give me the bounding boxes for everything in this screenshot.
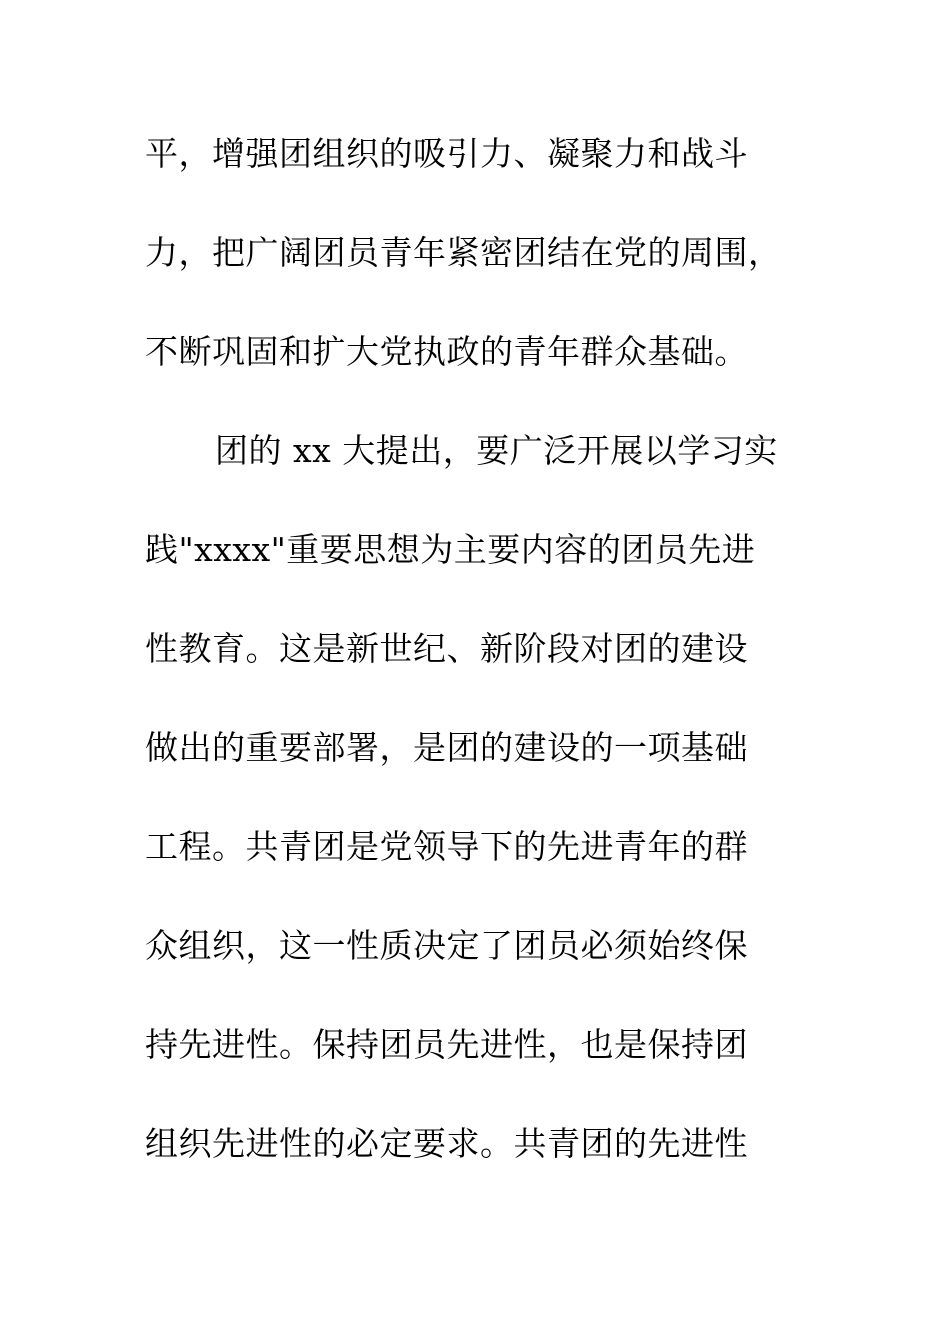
text-line: 众组织，这一性质决定了团员必须始终保: [145, 926, 748, 965]
text-line: 力，把广阔团员青年紧密团结在党的周围，: [145, 233, 782, 272]
text-line: 不断巩固和扩大党执政的青年群众基础。: [145, 332, 748, 371]
paragraph-start-line: 团的 xx 大提出，要广泛开展以学习实: [215, 431, 778, 470]
text-line: 平，增强团组织的吸引力、凝聚力和战斗: [145, 134, 748, 173]
text-line: 组织先进性的必定要求。共青团的先进性: [145, 1124, 748, 1163]
body-text: [145, 122, 805, 1211]
text-line: 持先进性。保持团员先进性，也是保持团: [145, 1025, 748, 1064]
text-line: 工程。共青团是党领导下的先进青年的群: [145, 827, 748, 866]
text-line: 做出的重要部署，是团的建设的一项基础: [145, 728, 748, 767]
text-line: 践"xxxx"重要思想为主要内容的团员先进: [145, 530, 756, 569]
text-line: 性教育。这是新世纪、新阶段对团的建设: [145, 629, 748, 668]
